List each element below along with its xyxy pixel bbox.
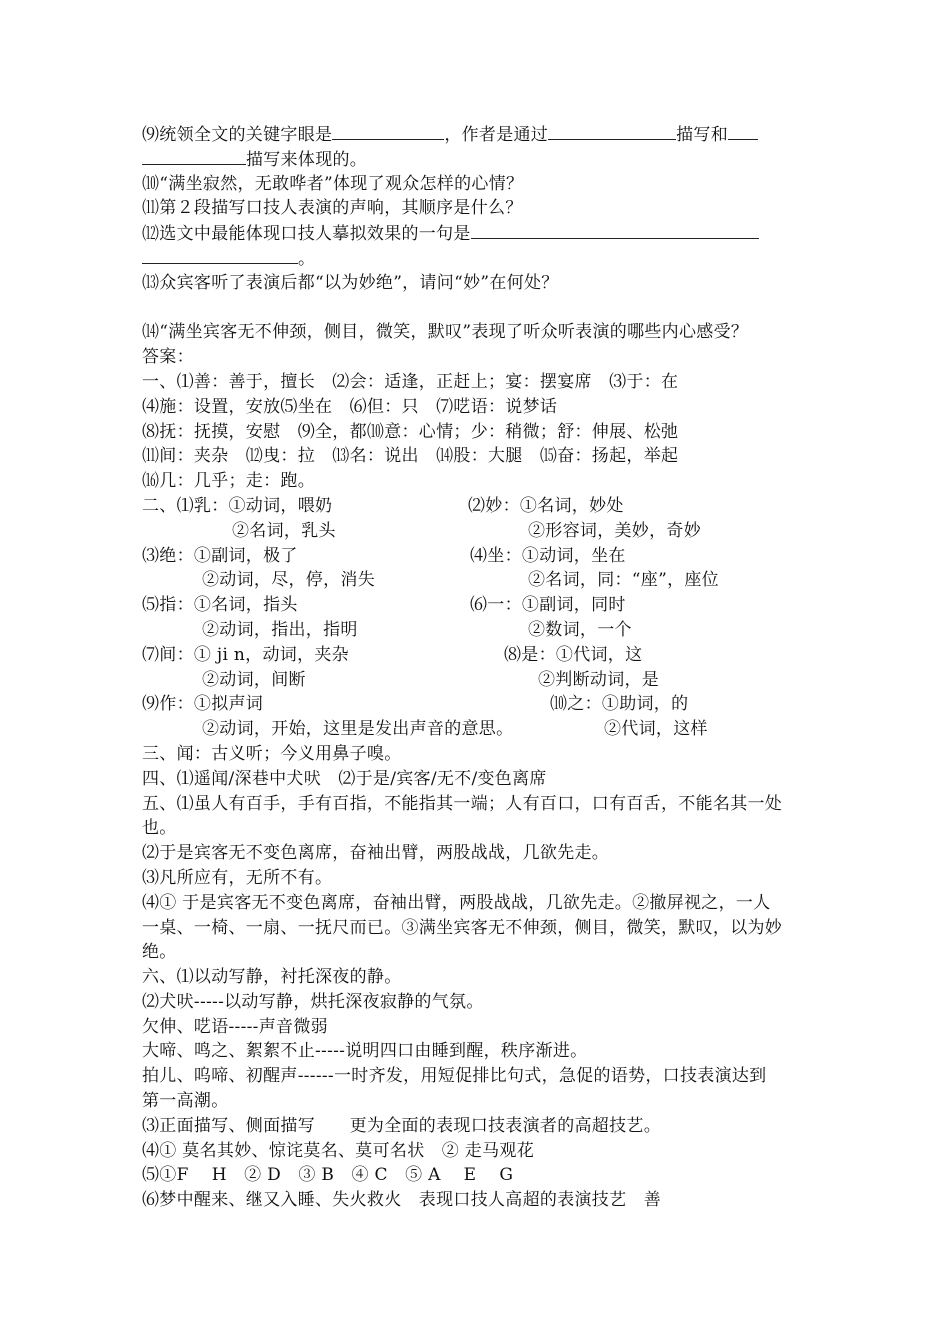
- answer-5-line: ⑵于是宾客无不变色离席，奋袖出臂，两股战战，几欲先走。: [142, 843, 610, 864]
- document-body: [142, 122, 832, 1213]
- answer-1-line: ⑷施：设置，安放⑸坐在 ⑹但：只 ⑺呓语：说梦话: [142, 396, 558, 417]
- answer-2-row: [142, 618, 832, 643]
- answer-1-line: ⒃几：几乎；走：跑。: [142, 471, 315, 492]
- answer-6-line: 六、⑴以动写静，衬托深夜的静。: [142, 967, 402, 988]
- answer-2-left: ②动词，间断: [202, 669, 306, 690]
- answer-1-line: ⑾间：夹杂 ⑿曳：拉 ⒀名：说出 ⒁股：大腿 ⒂奋：扬起，举起: [142, 446, 679, 467]
- question-12-line-1: [142, 221, 832, 246]
- answer-2-right: ②代词，这样: [604, 719, 708, 740]
- answer-2-right: ②形容词，美妙，奇妙: [528, 520, 701, 541]
- answer-3: 三、闻：古义听；今义用鼻子嗅。: [142, 743, 402, 764]
- answer-2-row: [142, 593, 832, 618]
- answer-4: 四、⑴遥闻/深巷中犬吠 ⑵于是/宾客/无不/变色离席: [142, 768, 547, 789]
- answer-6-line: 第一高潮。: [142, 1091, 229, 1112]
- answers-heading: 答案：: [142, 347, 194, 368]
- answer-5-line: 绝。: [142, 942, 177, 963]
- answer-5-line: ⑶凡所应有，无所不有。: [142, 867, 333, 888]
- answer-6-line: ⑸①F H ② D ③ B ④ C ⑤ A E G: [142, 1165, 514, 1186]
- answer-6-line: ⑶正面描写、侧面描写 更为全面的表现口技表演者的高超技艺。: [142, 1115, 661, 1136]
- question-9-text-d: 描写来体现的。: [246, 149, 368, 170]
- question-9-text-a: ⑼统领全文的关键字眼是: [142, 125, 333, 145]
- answer-2-right: ②数词，一个: [528, 619, 632, 640]
- question-10: ⑽“满坐寂然，无敢哗者”体现了观众怎样的心情？: [142, 173, 524, 194]
- question-9-text-c: 描写和: [676, 125, 729, 145]
- answer-5-line: 五、⑴虽人有百手，手有百指，不能指其一端；人有百口，口有百舌，不能名其一处: [142, 793, 783, 814]
- answer-2-left: ②动词，开始，这里是发出声音的意思。: [202, 719, 514, 740]
- answer-2-left: ②动词，尽，停，消失: [202, 570, 375, 591]
- fill-in-blank: [142, 147, 246, 165]
- question-12-end: 。: [298, 248, 316, 269]
- answer-1-line: ⑻抚：抚摸，安慰 ⑼全，都⑽意：心情；少：稍微；舒：伸展、松弛: [142, 421, 679, 442]
- answer-2-left: 二、⑴乳：①动词，喂奶: [142, 495, 333, 516]
- answer-2-row: [142, 519, 832, 544]
- spacer: [142, 296, 832, 321]
- question-12-line-2: [142, 246, 832, 271]
- answer-2-row: [142, 717, 832, 742]
- question-13: ⒀众宾客听了表演后都“以为妙绝”，请问“妙”在何处？: [142, 272, 559, 293]
- answer-2-row: [142, 544, 832, 569]
- answer-1-line: 一、⑴善：善于，擅长 ⑵会：适逢，正赶上；宴：摆宴席 ⑶于：在: [142, 371, 679, 392]
- answer-2-row: [142, 494, 832, 519]
- answer-2-left: ⑸指：①名词，指头: [142, 595, 298, 616]
- answer-2-left: ⑶绝：①副词，极了: [142, 545, 298, 566]
- fill-in-blank: [332, 122, 444, 140]
- question-11: ⑾第２段描写口技人表演的声响，其顺序是什么？: [142, 198, 523, 219]
- question-12-text: ⑿选文中最能体现口技人摹拟效果的一句是: [142, 224, 471, 245]
- fill-in-blank: [471, 221, 759, 239]
- answer-6-line: 欠伸、呓语-----声音微弱: [142, 1016, 328, 1037]
- answer-6-line: ⑹梦中醒来、继又入睡、失火救火 表现口技人高超的表演技艺 善: [142, 1190, 661, 1211]
- answer-2-left: ②名词，乳头: [232, 520, 336, 541]
- fill-in-blank: [728, 122, 758, 140]
- question-9-line-1: [142, 122, 832, 147]
- answer-2-right: ⑻是：①代词，这: [504, 644, 643, 665]
- answer-2-row: [142, 643, 832, 668]
- answer-2-right: ⑹一：①副词，同时: [470, 595, 626, 616]
- answer-2-left: ⑺间：① ji n，动词，夹杂: [142, 644, 349, 665]
- answer-5-line: 一桌、一椅、一扇、一抚尺而已。③满坐宾客无不伸颈，侧目，微笑，默叹，以为妙: [142, 917, 783, 938]
- question-14: ⒁“满坐宾客无不伸颈，侧目，微笑，默叹”表现了听众听表演的哪些内心感受？: [142, 322, 749, 343]
- answer-2-row: [142, 668, 832, 693]
- answer-2-row: [142, 568, 832, 593]
- answer-2-right: ②判断动词，是: [538, 669, 660, 690]
- fill-in-blank: [142, 246, 298, 264]
- answer-5-line: 也。: [142, 818, 177, 839]
- answer-6-line: ⑵犬吠-----以动写静，烘托深夜寂静的气氛。: [142, 991, 484, 1012]
- fill-in-blank: [548, 122, 676, 140]
- answer-6-line: 拍儿、呜啼、初醒声------一时齐发，用短促排比句式，急促的语势，口技表演达到: [142, 1066, 767, 1087]
- answer-2-right: ⑽之：①助词，的: [550, 694, 689, 715]
- question-9-line-2: [142, 147, 832, 172]
- answer-6-line: ⑷① 莫名其妙、惊诧莫名、莫可名状 ② 走马观花: [142, 1140, 535, 1161]
- answer-5-line: ⑷① 于是宾客无不变色离席，奋袖出臂，两股战战，几欲先走。②撤屏视之，一人: [142, 892, 771, 913]
- answer-2-right: ②名词，同：“座”，座位: [528, 570, 719, 591]
- answer-2-right: ⑵妙：①名词，妙处: [468, 495, 624, 516]
- answer-2-right: ⑷坐：①动词，坐在: [470, 545, 626, 566]
- answer-6-line: 大啼、鸣之、絮絮不止-----说明四口由睡到醒，秩序渐进。: [142, 1041, 588, 1062]
- answer-2-row: [142, 692, 832, 717]
- question-9-text-b: ，作者是通过: [444, 125, 549, 145]
- answer-2-left: ②动词，指出，指明: [202, 619, 358, 640]
- answer-2-left: ⑼作：①拟声词: [142, 694, 264, 715]
